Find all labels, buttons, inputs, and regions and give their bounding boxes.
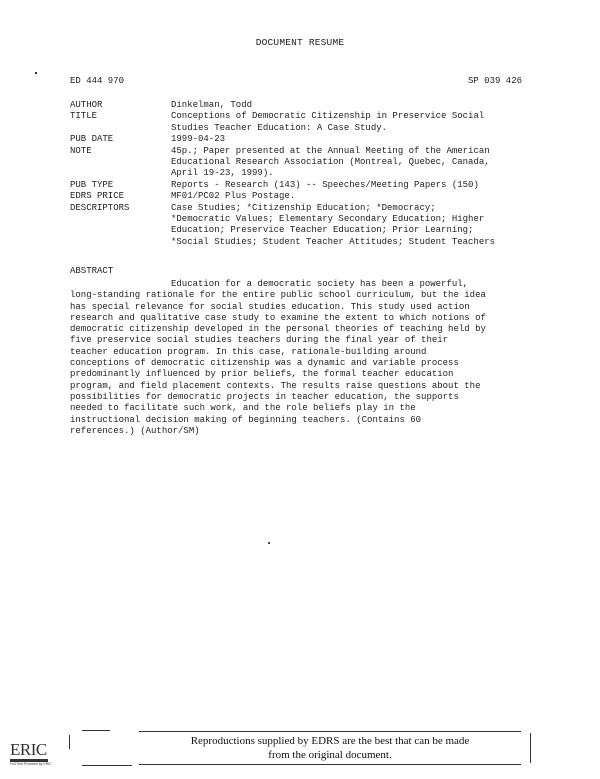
field-value-line: Education; Preservice Teacher Education; Prior Learning; [171,225,474,236]
abstract-line: instructional decision making of beginning teachers. (Contains 60 [70,414,422,425]
field-value [171,146,540,180]
field-value-line: Case Studies; *Citizenship Education; *Democracy; [171,202,436,213]
field-row [70,203,540,249]
abstract-line: has special relevance for social studies education. This study used action [70,301,470,312]
document-title: DOCUMENT RESUME [255,37,345,48]
field-label: EDRS PRICE [70,191,125,202]
field-value [171,134,540,145]
field-row [70,100,540,111]
reproduction-notice-line2: from the original document. [268,749,392,761]
field-value-line: April 19-23, 1999). [171,168,274,179]
field-value [171,180,540,191]
ed-number: ED 444 970 [70,76,125,86]
abstract-line: references.) (Author/SM) [70,425,200,436]
field-value [171,100,540,111]
field-row [70,191,540,202]
field-value-line: Dinkelman, Todd [171,100,253,110]
field-value [171,111,540,134]
field-row [70,134,540,145]
footer-rule [530,733,531,763]
field-label: TITLE [70,111,98,122]
abstract-line: teacher education program. In this case, rationale-building around [70,346,427,357]
abstract-line: program, and field placement contexts. The results raise questions about the [70,380,481,391]
field-label: PUB DATE [70,134,114,145]
field-value-line: Studies Teacher Education: A Case Study. [171,122,388,133]
abstract-line: five preservice social studies teachers during the final year of their [70,335,449,346]
field-value-line: Conceptions of Democratic Citizenship in Preservice Social [171,111,485,122]
abstract-line: needed to facilitate such work, and the role beliefs play in the [70,403,416,414]
eric-logo [10,741,50,771]
reproduction-notice [140,734,520,762]
eric-logo-subtext: Full Text Provided by ERIC [10,762,52,766]
footer-rule [139,731,521,732]
abstract-line: conceptions of democratic citizenship was a dynamic and variable process [70,358,459,369]
abstract-label: ABSTRACT [70,266,114,276]
metadata-fields [70,100,540,248]
field-value-line: 1999-04-23 [171,134,226,145]
footer-rule [69,735,70,749]
field-value-line: *Democratic Values; Elementary Secondary Education; Higher [171,214,485,225]
field-label: NOTE [70,145,92,156]
document-identifiers [70,76,522,86]
field-label: DESCRIPTORS [70,202,130,213]
abstract-line: democratic citizenship developed in the personal theories of teaching held by [70,324,486,335]
field-label: PUB TYPE [70,179,114,190]
abstract-body [70,279,530,437]
field-value-line: 45p.; Paper presented at the Annual Meeting of the American [171,145,490,156]
abstract-line: Education for a democratic society has been a powerful, [171,279,469,289]
field-row [70,111,540,134]
eric-logo-text: ERIC [10,740,47,759]
footer-rule [82,765,132,766]
field-value-line: *Social Studies; Student Teacher Attitudes; Student Teachers [171,236,496,247]
field-row [70,180,540,191]
footer-rule [139,764,521,765]
field-value-line: Educational Research Association (Montreal, Quebec, Canada, [171,157,490,168]
field-value [171,203,540,249]
reproduction-notice-line1: Reproductions supplied by EDRS are the best that can be made [190,735,470,747]
abstract-line: long-standing rationale for the entire public school curriculum, but the idea [70,290,486,301]
abstract-line: research and qualitative case study to examine the extent to which notions of [70,312,486,323]
footer-rule [82,730,110,731]
abstract-line: possibilities for democratic projects in teacher education, the supports [70,391,459,402]
scan-speck [35,72,37,74]
sp-number: SP 039 426 [467,76,522,86]
field-value [171,191,540,202]
scan-speck [268,542,270,544]
abstract-line: predominantly influenced by prior beliefs, the formal teacher education [70,369,454,380]
field-value-line: MF01/PC02 Plus Postage. [171,191,296,202]
field-value-line: Reports - Research (143) -- Speeches/Meeting Papers (150) [171,179,479,190]
field-row [70,146,540,180]
field-label: AUTHOR [70,100,103,110]
